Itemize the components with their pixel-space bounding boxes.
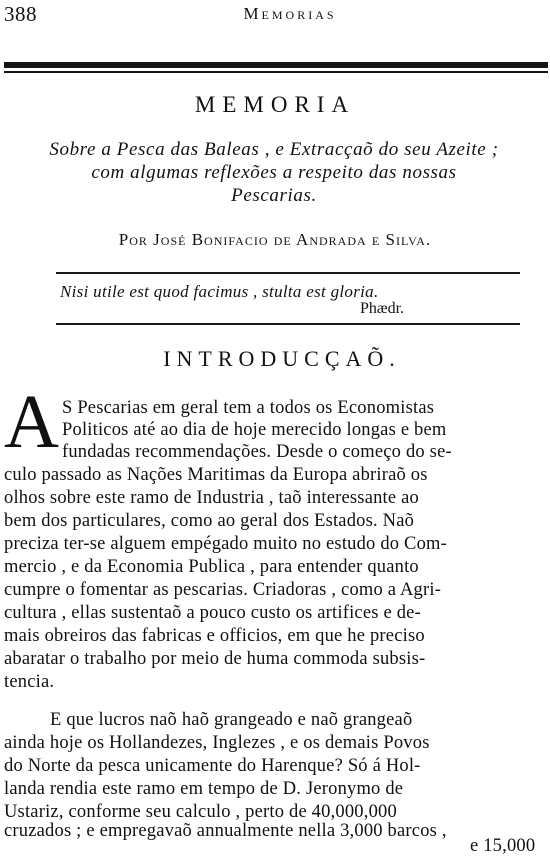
paragraph-line: do Norte da pesca unicamente do Harenque? Só á Hol- xyxy=(4,756,421,776)
paragraph-line: Politicos até ao dia de hoje merecido longas e bem xyxy=(62,420,447,440)
section-heading: INTRODUCÇAÕ. xyxy=(163,346,401,371)
subtitle-line-3: Pescarias. xyxy=(231,185,317,206)
paragraph-line: abaratar o trabalho por meio de huma commoda subsis- xyxy=(4,649,426,669)
motto-rule-bottom xyxy=(56,323,520,325)
page-number: 388 xyxy=(4,2,37,26)
subtitle-line-2: com algumas reflexões a respeito das nossas xyxy=(91,162,457,183)
paragraph-line: mais obreiros das fabricas e officios, em que he preciso xyxy=(4,626,425,646)
paragraph-line: landa rendia este ramo em tempo de D. Jeronymo de xyxy=(4,779,404,799)
author-line: Por José Bonifacio de Andrada e Silva. xyxy=(118,230,432,249)
paragraph-line: cultura , ellas sustentaõ a pouco custo os artifices e de- xyxy=(4,603,421,623)
paragraph-line: bem dos particulares, como ao geral dos Estados. Naõ xyxy=(4,511,415,531)
header-rule-thin xyxy=(4,71,548,73)
paragraph-line: ainda hoje os Hollandezes, Inglezes , e os demais Povos xyxy=(4,733,430,753)
memoria-title: MEMORIA xyxy=(194,92,356,117)
paragraph-line: culo passado as Nações Maritimas da Europa abriraõ os xyxy=(4,465,428,485)
running-head xyxy=(0,0,550,30)
subtitle-line-1: Sobre a Pesca das Baleas , e Extracçaõ do seu Azeite ; xyxy=(49,139,499,160)
paragraph-line: cruzados ; e empregavaõ annualmente nella 3,000 barcos , xyxy=(4,821,447,841)
motto-text: Nisi utile est quod facimus , stulta est gloria. xyxy=(60,282,379,301)
paragraph-line: tencia. xyxy=(4,672,55,692)
header-rule-thick xyxy=(4,62,548,68)
paragraph-line: preciza ter-se alguem empégado muito no estudo do Com- xyxy=(4,534,447,554)
paragraph-line: mercio , e da Economia Publica , para entender quanto xyxy=(4,557,419,577)
running-title: Memorias xyxy=(243,4,337,23)
subtitle xyxy=(2,138,546,207)
paragraph-line: cumpre o fomentar as pescarias. Criadoras , como a Agri- xyxy=(4,580,442,600)
paragraph-line: olhos sobre este ramo de Industria , taõ interessante ao xyxy=(4,488,419,508)
paragraph-line: E que lucros naõ haõ grangeado e naõ grangeaõ xyxy=(50,710,413,730)
paragraph-line: Ustariz, conforme seu calculo , perto de 40,000,000 xyxy=(4,802,397,822)
paragraph-line: fundadas recommendações. Desde o começo do se- xyxy=(62,442,452,462)
motto-source: Phædr. xyxy=(360,300,405,317)
paragraph-line: S Pescarias em geral tem a todos os Economistas xyxy=(62,398,435,418)
paragraph-line: e 15,000 xyxy=(470,836,536,856)
motto-rule-top xyxy=(56,272,520,274)
drop-cap: A xyxy=(4,380,59,464)
